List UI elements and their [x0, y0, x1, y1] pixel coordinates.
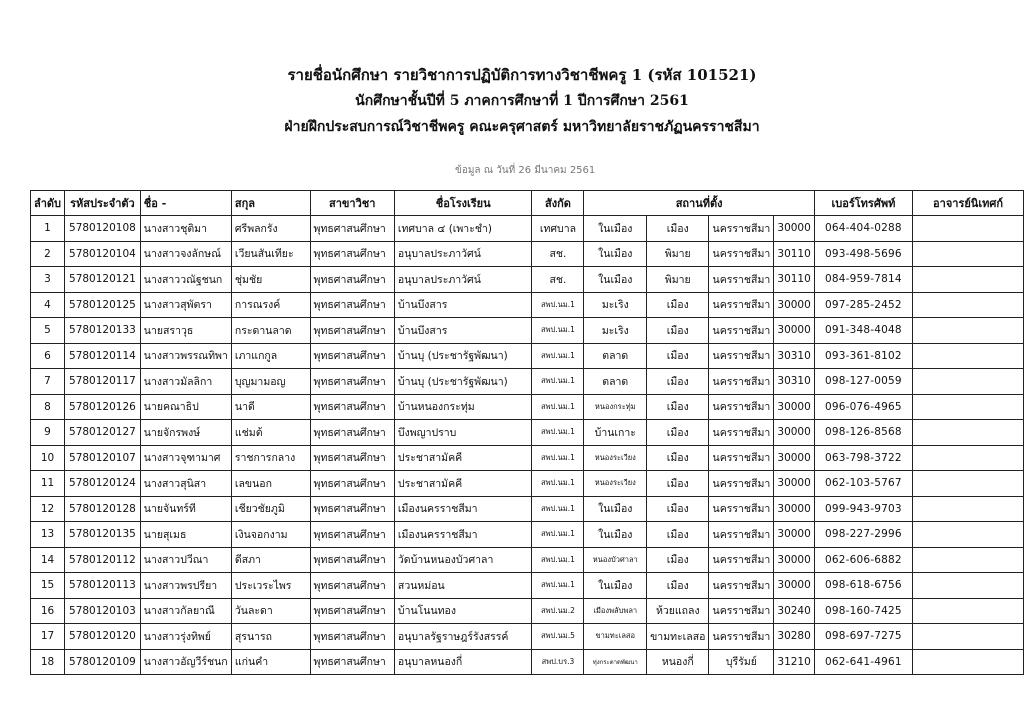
affiliation: สพป.นม.1	[532, 420, 584, 446]
affiliation: สพป.นม.1	[532, 522, 584, 548]
student-first-name: นางสาวมัลลิกา	[140, 369, 231, 395]
table-row	[31, 267, 1024, 293]
province: บุรีรัมย์	[709, 649, 774, 675]
student-first-name: นางสาวพรปรียา	[140, 573, 231, 599]
table-row	[31, 496, 1024, 522]
phone-number: 098-227-2996	[814, 522, 912, 548]
subdistrict: ในเมือง	[584, 267, 647, 293]
district: พิมาย	[647, 267, 709, 293]
postal-code: 30000	[774, 496, 814, 522]
district: เมือง	[647, 522, 709, 548]
header-location: สถานที่ตั้ง	[584, 191, 814, 216]
phone-number: 093-498-5696	[814, 241, 912, 267]
supervisor-cell	[913, 292, 1024, 318]
student-surname: ราชการกลาง	[231, 445, 310, 471]
affiliation: สช.	[532, 241, 584, 267]
table-row	[31, 369, 1024, 395]
postal-code: 30280	[774, 624, 814, 650]
student-id: 5780120108	[65, 216, 141, 242]
header-supervisor: อาจารย์นิเทศก์	[913, 191, 1024, 216]
phone-number: 064-404-0288	[814, 216, 912, 242]
header-surname: สกุล	[231, 191, 310, 216]
subdistrict: ขามทะเลสอ	[584, 624, 647, 650]
major: พุทธศาสนศึกษา	[310, 471, 394, 497]
student-surname: เชียวชัยภูมิ	[231, 496, 310, 522]
district: เมือง	[647, 318, 709, 344]
supervisor-cell	[913, 522, 1024, 548]
subdistrict: หนองบัวศาลา	[584, 547, 647, 573]
student-id: 5780120103	[65, 598, 141, 624]
phone-number: 098-697-7275	[814, 624, 912, 650]
postal-code: 30000	[774, 292, 814, 318]
school-name: เมืองนครราชสีมา	[394, 496, 532, 522]
phone-number: 098-160-7425	[814, 598, 912, 624]
student-id: 5780120125	[65, 292, 141, 318]
supervisor-cell	[913, 624, 1024, 650]
province: นครราชสีมา	[709, 496, 774, 522]
student-first-name: นางสาวปวีณา	[140, 547, 231, 573]
supervisor-cell	[913, 343, 1024, 369]
row-number: 17	[31, 624, 65, 650]
phone-number: 062-606-6882	[814, 547, 912, 573]
subdistrict: ตลาด	[584, 369, 647, 395]
header-phone: เบอร์โทรศัพท์	[814, 191, 912, 216]
supervisor-cell	[913, 216, 1024, 242]
major: พุทธศาสนศึกษา	[310, 216, 394, 242]
postal-code: 30110	[774, 267, 814, 293]
row-number: 7	[31, 369, 65, 395]
row-number: 11	[31, 471, 65, 497]
table-row	[31, 343, 1024, 369]
phone-number: 091-348-4048	[814, 318, 912, 344]
row-number: 5	[31, 318, 65, 344]
postal-code: 30000	[774, 573, 814, 599]
school-name: ประชาสามัคคี	[394, 471, 532, 497]
district: เมือง	[647, 292, 709, 318]
table-row	[31, 216, 1024, 242]
row-number: 18	[31, 649, 65, 675]
district: ขามทะเลสอ	[647, 624, 709, 650]
major: พุทธศาสนศึกษา	[310, 496, 394, 522]
affiliation: สพป.นม.1	[532, 292, 584, 318]
major: พุทธศาสนศึกษา	[310, 547, 394, 573]
student-first-name: นางสาวรุ่งทิพย์	[140, 624, 231, 650]
student-id: 5780120113	[65, 573, 141, 599]
subdistrict: ในเมือง	[584, 216, 647, 242]
table-row	[31, 292, 1024, 318]
district: เมือง	[647, 471, 709, 497]
subdistrict: บ้านเกาะ	[584, 420, 647, 446]
header-major: สาขาวิชา	[310, 191, 394, 216]
school-name: บ้านโนนทอง	[394, 598, 532, 624]
province: นครราชสีมา	[709, 343, 774, 369]
data-as-of-date: ข้อมูล ณ วันที่ 26 มีนาคม 2561	[455, 165, 596, 176]
table-row	[31, 394, 1024, 420]
major: พุทธศาสนศึกษา	[310, 573, 394, 599]
school-name: บ้านบุ (ประชารัฐพัฒนา)	[394, 369, 532, 395]
postal-code: 30000	[774, 522, 814, 548]
row-number: 4	[31, 292, 65, 318]
district: เมือง	[647, 394, 709, 420]
document-title: รายชื่อนักศึกษา รายวิชาการปฏิบัติการทางวิชาชีพครู 1 (รหัส 101521)	[287, 66, 757, 84]
province: นครราชสีมา	[709, 267, 774, 293]
supervisor-cell	[913, 649, 1024, 675]
district: เมือง	[647, 496, 709, 522]
student-first-name: นายจักรพงษ์	[140, 420, 231, 446]
postal-code: 30000	[774, 471, 814, 497]
student-id: 5780120126	[65, 394, 141, 420]
student-first-name: นายคณาธิป	[140, 394, 231, 420]
header-name: ชื่อ -	[140, 191, 231, 216]
student-surname: เภาแกกูล	[231, 343, 310, 369]
student-surname: แช่มต้	[231, 420, 310, 446]
student-surname: เวียนสันเทียะ	[231, 241, 310, 267]
student-first-name: นางสาววณัฐชนก	[140, 267, 231, 293]
district: พิมาย	[647, 241, 709, 267]
subdistrict: เมืองพลับพลา	[584, 598, 647, 624]
school-name: ประชาสามัคคี	[394, 445, 532, 471]
major: พุทธศาสนศึกษา	[310, 420, 394, 446]
student-first-name: นางสาวจงลักษณ์	[140, 241, 231, 267]
phone-number: 062-641-4961	[814, 649, 912, 675]
affiliation: สพป.นม.2	[532, 598, 584, 624]
affiliation: สช.	[532, 267, 584, 293]
district: เมือง	[647, 573, 709, 599]
affiliation: สพป.นม.1	[532, 394, 584, 420]
row-number: 10	[31, 445, 65, 471]
supervisor-cell	[913, 267, 1024, 293]
affiliation: สพป.นม.1	[532, 573, 584, 599]
province: นครราชสีมา	[709, 216, 774, 242]
supervisor-cell	[913, 496, 1024, 522]
postal-code: 30000	[774, 318, 814, 344]
header-no: ลำดับ	[31, 191, 65, 216]
school-name: วัดบ้านหนองบัวศาลา	[394, 547, 532, 573]
postal-code: 30240	[774, 598, 814, 624]
student-id: 5780120127	[65, 420, 141, 446]
major: พุทธศาสนศึกษา	[310, 292, 394, 318]
student-first-name: นางสาวชุติมา	[140, 216, 231, 242]
phone-number: 099-943-9703	[814, 496, 912, 522]
major: พุทธศาสนศึกษา	[310, 369, 394, 395]
subdistrict: ในเมือง	[584, 496, 647, 522]
postal-code: 30000	[774, 420, 814, 446]
subdistrict: หนองระเวียง	[584, 445, 647, 471]
table-row	[31, 522, 1024, 548]
table-row	[31, 649, 1024, 675]
subdistrict: ทุ่งกระตาดพัฒนา	[584, 649, 647, 675]
phone-number: 098-127-0059	[814, 369, 912, 395]
affiliation: สพป.นม.5	[532, 624, 584, 650]
province: นครราชสีมา	[709, 318, 774, 344]
phone-number: 098-618-6756	[814, 573, 912, 599]
school-name: บ้านหนองกระทุ่ม	[394, 394, 532, 420]
postal-code: 30110	[774, 241, 814, 267]
supervisor-cell	[913, 318, 1024, 344]
affiliation: สพป.นม.1	[532, 547, 584, 573]
province: นครราชสีมา	[709, 598, 774, 624]
affiliation: เทศบาล	[532, 216, 584, 242]
subdistrict: มะเริง	[584, 318, 647, 344]
school-name: บ้านบึงสาร	[394, 318, 532, 344]
table-row	[31, 318, 1024, 344]
phone-number: 084-959-7814	[814, 267, 912, 293]
student-first-name: นางสาวจุฑามาศ	[140, 445, 231, 471]
student-first-name: นายสราวุธ	[140, 318, 231, 344]
school-name: บึงพญาปราบ	[394, 420, 532, 446]
province: นครราชสีมา	[709, 369, 774, 395]
school-name: บ้านบุ (ประชารัฐพัฒนา)	[394, 343, 532, 369]
supervisor-cell	[913, 394, 1024, 420]
student-surname: ชุ่มชัย	[231, 267, 310, 293]
supervisor-cell	[913, 598, 1024, 624]
row-number: 9	[31, 420, 65, 446]
table-header-row	[31, 191, 1024, 216]
district: เมือง	[647, 369, 709, 395]
row-number: 16	[31, 598, 65, 624]
postal-code: 30310	[774, 343, 814, 369]
document-header	[0, 62, 1024, 140]
supervisor-cell	[913, 547, 1024, 573]
province: นครราชสีมา	[709, 420, 774, 446]
major: พุทธศาสนศึกษา	[310, 522, 394, 548]
major: พุทธศาสนศึกษา	[310, 241, 394, 267]
table-row	[31, 598, 1024, 624]
province: นครราชสีมา	[709, 522, 774, 548]
student-first-name: นางสาวอัญวีร์ชนก	[140, 649, 231, 675]
student-id: 5780120117	[65, 369, 141, 395]
row-number: 15	[31, 573, 65, 599]
subdistrict: หนองกระทุ่ม	[584, 394, 647, 420]
postal-code: 30000	[774, 547, 814, 573]
student-roster-table	[30, 190, 1024, 675]
phone-number: 096-076-4965	[814, 394, 912, 420]
student-surname: ประเวระไพร	[231, 573, 310, 599]
student-first-name: นายสุเมธ	[140, 522, 231, 548]
student-id: 5780120128	[65, 496, 141, 522]
student-surname: เลขนอก	[231, 471, 310, 497]
major: พุทธศาสนศึกษา	[310, 318, 394, 344]
postal-code: 30000	[774, 394, 814, 420]
province: นครราชสีมา	[709, 241, 774, 267]
header-school: ชื่อโรงเรียน	[394, 191, 532, 216]
province: นครราชสีมา	[709, 292, 774, 318]
document-organization: ฝ่ายฝึกประสบการณ์วิชาชีพครู คณะครุศาสตร์ มหาวิทยาลัยราชภัฏนครราชสีมา	[284, 119, 760, 135]
supervisor-cell	[913, 369, 1024, 395]
student-first-name: นางสาวกัลยาณี	[140, 598, 231, 624]
affiliation: สพป.นม.1	[532, 496, 584, 522]
postal-code: 31210	[774, 649, 814, 675]
postal-code: 30310	[774, 369, 814, 395]
district: หนองกี่	[647, 649, 709, 675]
affiliation: สพป.นม.1	[532, 471, 584, 497]
subdistrict: ในเมือง	[584, 573, 647, 599]
affiliation: สพป.นม.1	[532, 445, 584, 471]
affiliation: สพป.นม.1	[532, 369, 584, 395]
subdistrict: มะเริง	[584, 292, 647, 318]
row-number: 13	[31, 522, 65, 548]
phone-number: 062-103-5767	[814, 471, 912, 497]
header-student-id: รหัสประจำตัว	[65, 191, 141, 216]
roster-body	[31, 216, 1024, 675]
student-id: 5780120124	[65, 471, 141, 497]
table-row	[31, 573, 1024, 599]
row-number: 3	[31, 267, 65, 293]
school-name: เมืองนครราชสีมา	[394, 522, 532, 548]
subdistrict: ในเมือง	[584, 241, 647, 267]
table-row	[31, 445, 1024, 471]
school-name: อนุบาลหนองกี่	[394, 649, 532, 675]
school-name: อนุบาลประภาวัศน์	[394, 267, 532, 293]
district: เมือง	[647, 343, 709, 369]
phone-number: 063-798-3722	[814, 445, 912, 471]
student-surname: เงินจอกงาม	[231, 522, 310, 548]
subdistrict: หนองระเวียง	[584, 471, 647, 497]
postal-code: 30000	[774, 445, 814, 471]
school-name: เทศบาล ๔ (เพาะชำ)	[394, 216, 532, 242]
school-name: บ้านบึงสาร	[394, 292, 532, 318]
province: นครราชสีมา	[709, 471, 774, 497]
student-id: 5780120121	[65, 267, 141, 293]
major: พุทธศาสนศึกษา	[310, 624, 394, 650]
student-id: 5780120107	[65, 445, 141, 471]
student-surname: ดีสภา	[231, 547, 310, 573]
row-number: 6	[31, 343, 65, 369]
student-surname: การณรงค์	[231, 292, 310, 318]
student-surname: ศรีพลกรัง	[231, 216, 310, 242]
student-first-name: นางสาวสุพัตรา	[140, 292, 231, 318]
student-id: 5780120114	[65, 343, 141, 369]
province: นครราชสีมา	[709, 394, 774, 420]
student-surname: สุรนารถ	[231, 624, 310, 650]
supervisor-cell	[913, 573, 1024, 599]
supervisor-cell	[913, 445, 1024, 471]
student-id: 5780120120	[65, 624, 141, 650]
phone-number: 097-285-2452	[814, 292, 912, 318]
major: พุทธศาสนศึกษา	[310, 267, 394, 293]
school-name: อนุบาลประภาวัศน์	[394, 241, 532, 267]
district: เมือง	[647, 216, 709, 242]
row-number: 2	[31, 241, 65, 267]
student-surname: บุญมามอญ	[231, 369, 310, 395]
row-number: 1	[31, 216, 65, 242]
student-id: 5780120112	[65, 547, 141, 573]
row-number: 14	[31, 547, 65, 573]
table-row	[31, 624, 1024, 650]
school-name: อนุบาลรัฐราษฎร์รังสรรค์	[394, 624, 532, 650]
student-first-name: นายจันทร์ที	[140, 496, 231, 522]
table-row	[31, 241, 1024, 267]
major: พุทธศาสนศึกษา	[310, 445, 394, 471]
major: พุทธศาสนศึกษา	[310, 649, 394, 675]
major: พุทธศาสนศึกษา	[310, 343, 394, 369]
district: เมือง	[647, 420, 709, 446]
row-number: 8	[31, 394, 65, 420]
affiliation: สพป.นม.1	[532, 318, 584, 344]
school-name: สวนหม่อน	[394, 573, 532, 599]
subdistrict: ตลาด	[584, 343, 647, 369]
student-surname: วันละดา	[231, 598, 310, 624]
province: นครราชสีมา	[709, 624, 774, 650]
affiliation: สพป.นม.1	[532, 343, 584, 369]
student-surname: กระดานลาด	[231, 318, 310, 344]
major: พุทธศาสนศึกษา	[310, 394, 394, 420]
district: เมือง	[647, 445, 709, 471]
supervisor-cell	[913, 420, 1024, 446]
student-first-name: นางสาวสุนิสา	[140, 471, 231, 497]
province: นครราชสีมา	[709, 547, 774, 573]
header-affiliation: สังกัด	[532, 191, 584, 216]
phone-number: 098-126-8568	[814, 420, 912, 446]
student-id: 5780120109	[65, 649, 141, 675]
student-surname: นาดี	[231, 394, 310, 420]
document-subtitle: นักศึกษาชั้นปีที่ 5 ภาคการศึกษาที่ 1 ปีการศึกษา 2561	[355, 93, 689, 109]
supervisor-cell	[913, 241, 1024, 267]
district: ห้วยแถลง	[647, 598, 709, 624]
table-row	[31, 420, 1024, 446]
student-id: 5780120133	[65, 318, 141, 344]
row-number: 12	[31, 496, 65, 522]
affiliation: สพป.บร.3	[532, 649, 584, 675]
district: เมือง	[647, 547, 709, 573]
supervisor-cell	[913, 471, 1024, 497]
province: นครราชสีมา	[709, 445, 774, 471]
table-row	[31, 547, 1024, 573]
major: พุทธศาสนศึกษา	[310, 598, 394, 624]
subdistrict: ในเมือง	[584, 522, 647, 548]
student-id: 5780120104	[65, 241, 141, 267]
student-id: 5780120135	[65, 522, 141, 548]
student-first-name: นางสาวพรรณทิพา	[140, 343, 231, 369]
phone-number: 093-361-8102	[814, 343, 912, 369]
table-row	[31, 471, 1024, 497]
student-surname: แก่นคำ	[231, 649, 310, 675]
province: นครราชสีมา	[709, 573, 774, 599]
postal-code: 30000	[774, 216, 814, 242]
